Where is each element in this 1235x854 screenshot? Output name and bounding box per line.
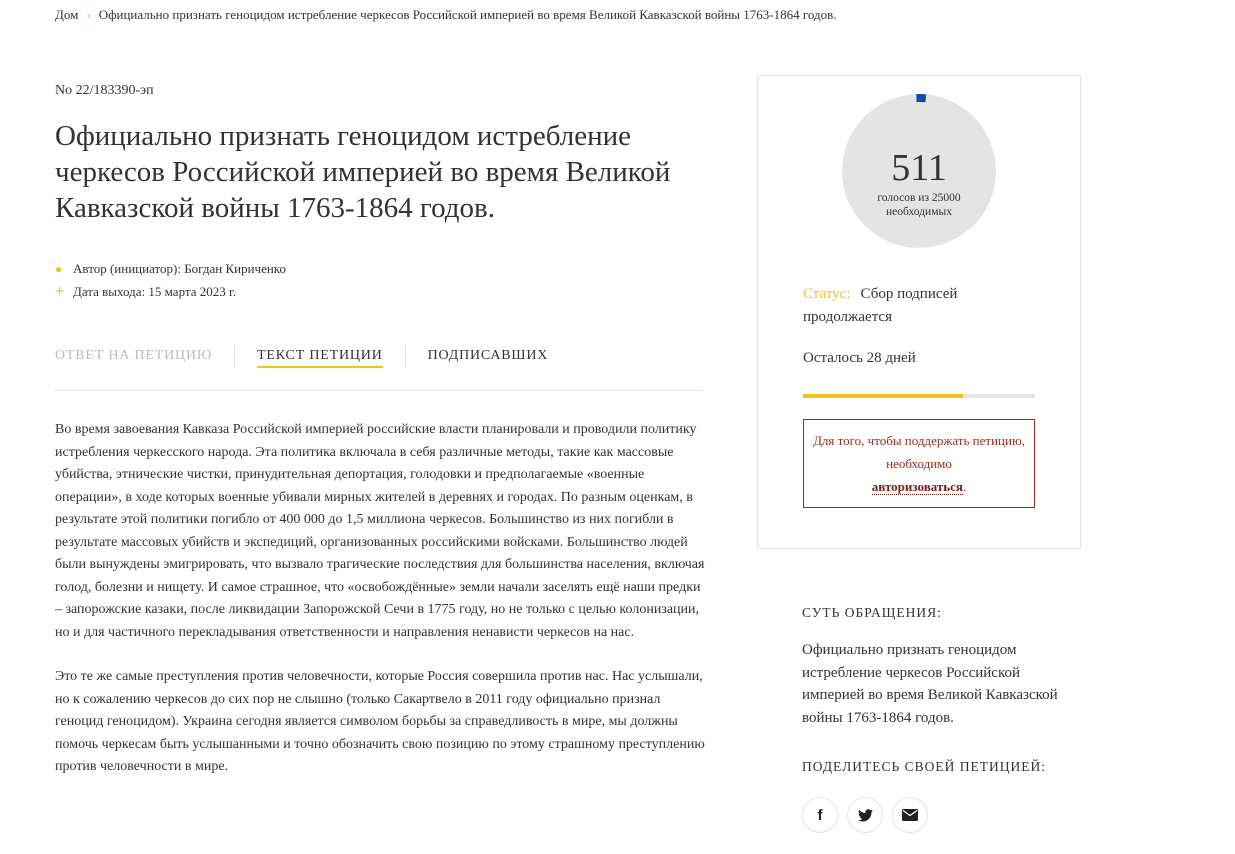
petition-text [55, 419, 707, 801]
status-label: Статус: [803, 286, 851, 302]
page-title: Официально признать геноцидом истребление черкесов Российской империей во время Великой Кавказской войны 1763-1864 годов. [55, 120, 671, 224]
author: Автор (инициатор): Богдан Кириченко [73, 261, 286, 276]
date-row [55, 283, 236, 301]
facebook-icon[interactable]: f [802, 797, 838, 833]
time-progress-bar [803, 394, 1035, 398]
breadcrumb-current: Официально признать геноцидом истребление черкесов Российской империей во время Великой Кавказской войны 1763-1864 годов. [98, 7, 837, 22]
date: Дата выхода: 15 марта 2023 г. [73, 284, 237, 299]
plus-icon: + [55, 283, 65, 300]
votes-caption: голосов из 25000 необходимых [877, 192, 961, 218]
petition-number: No 22/183390-эп [55, 83, 154, 98]
days-remaining: Осталось 28 дней [803, 350, 916, 366]
paragraph: Во время завоевания Кавказа Российской империей российские власти планировали и проводили политику истребления черкесского народа. Эта политика включала в себя различные методы, такие как массовые убийства, этнические чистки, принудительная депортация, голодовки и предполагаемые «военные операции», в ходе которых военные убивали мирных жителей в деревнях и городах. По разным оценкам, в результате этой политики погибло от 400 000 до 1,5 миллиона черкесов. Большинство из них погибли в результате массовых убийств и экспедиций, организованных российскими войсками. Большинство людей были вынуждены эмигрировать, что вызвало трагические последствия для большинства населения, включая голод, болезни и нищету. И самое страшное, что «освобождённые» земли начали заселять ещё наши предки – запорожские казаки, после ликвидации Запорожской Сечи в 1775 году, но не только с целью колонизации, но и для частичного перекладывания ответственности и направления ненависти черкесов на нас. [55, 422, 705, 640]
login-link[interactable]: авторизоваться [871, 479, 963, 494]
essence-text: Официально признать геноцидом истребление черкесов Российской империей во время Великой Кавказской войны 1763-1864 годов. [802, 642, 1058, 726]
tab-text[interactable]: ТЕКСТ ПЕТИЦИИ [234, 346, 405, 368]
user-icon: ● [55, 261, 63, 276]
status [803, 283, 1043, 329]
breadcrumb-home[interactable]: Дом [55, 7, 79, 22]
votes-count: 511 [891, 147, 947, 189]
tab-signers[interactable]: ПОДПИСАВШИХ [405, 346, 571, 368]
paragraph: Это те же самые преступления против человечности, которые Россия совершила против нас. Нас услышали, но к сожалению черкесов до сих пор не слышно (только Сакартвело в 2011 году официально признал геноцид геноцидом). Украина сегодня является символом борьбы за справедливость в мире, мы должны помочь черкесам быть услышанными и точно обозначить свою позицию по этому страшному преступлению против человечности в мире. [55, 669, 705, 774]
status-value: Сбор подписей продолжается [803, 286, 958, 325]
share-heading: ПОДЕЛИТЕСЬ СВОЕЙ ПЕТИЦИЕЙ: [802, 759, 1046, 774]
essence-heading: СУТЬ ОБРАЩЕНИЯ: [802, 605, 942, 620]
breadcrumb [55, 7, 837, 23]
vote-card [757, 75, 1081, 549]
email-icon[interactable] [892, 797, 928, 833]
twitter-icon[interactable] [847, 797, 883, 833]
tab-answer[interactable]: ОТВЕТ НА ПЕТИЦИЮ [55, 348, 213, 363]
chevron-right-icon: › [86, 7, 91, 22]
auth-notice: Для того, чтобы поддержать петицию, необходимо авторизоваться. [803, 419, 1035, 508]
author-row [55, 261, 286, 277]
tabs [55, 346, 703, 391]
